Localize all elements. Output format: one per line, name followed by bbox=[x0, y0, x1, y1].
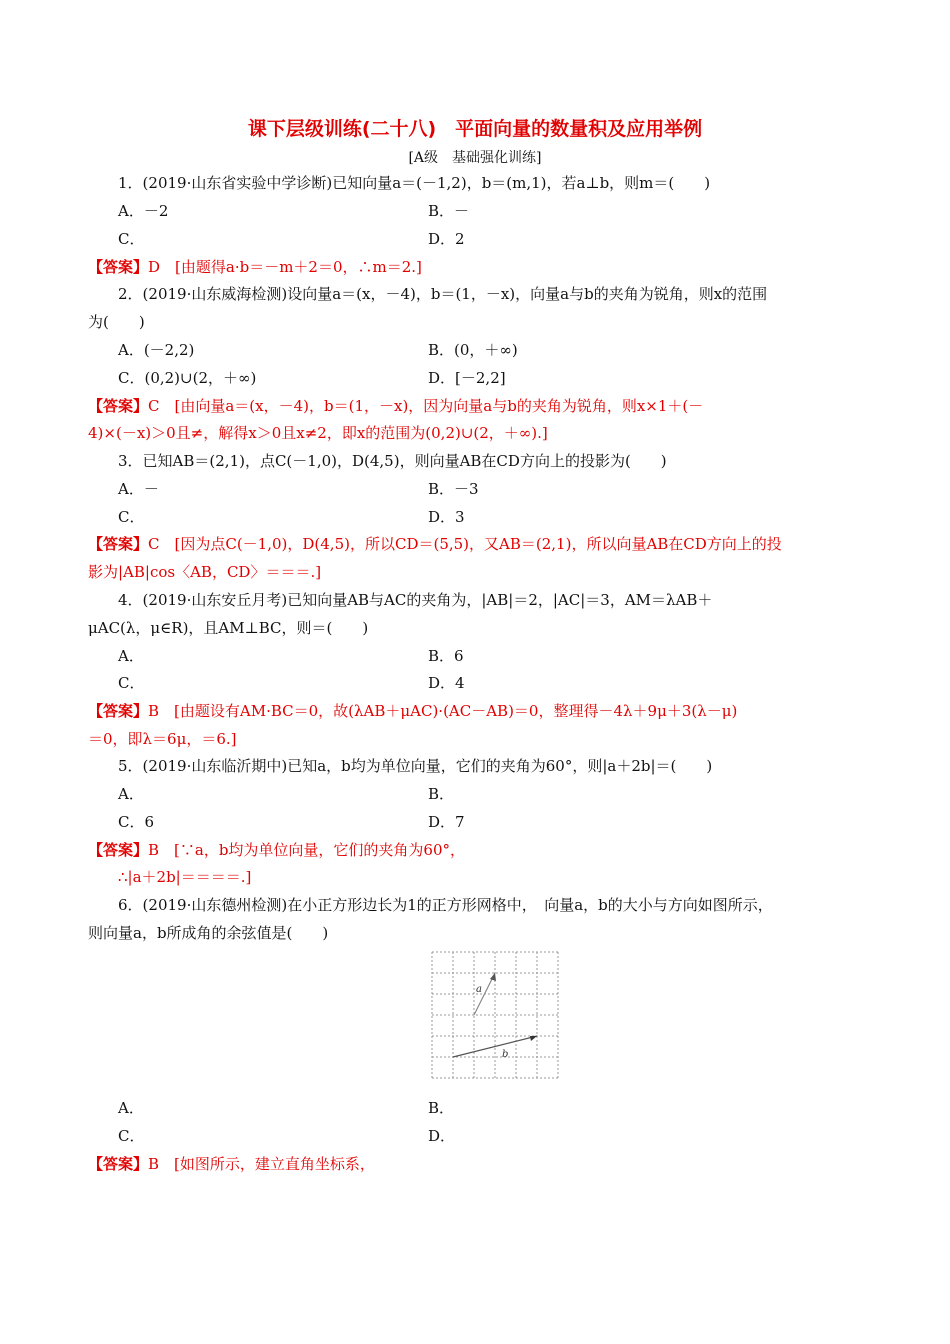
q2-option-d: D．[－2,2] bbox=[428, 369, 506, 387]
q4-option-c: C． bbox=[118, 674, 145, 692]
q2-answer: 【答案】C [由向量a＝(x，－4)，b＝(1，－x)，因为向量a与b的夹角为锐角，则x×1＋(－ bbox=[88, 397, 704, 415]
q2-option-a: A．(－2,2) bbox=[118, 341, 195, 359]
q1-option-d: D．2 bbox=[428, 230, 465, 248]
q3-option-c: C． bbox=[118, 508, 145, 526]
q5-option-a: A． bbox=[118, 785, 144, 803]
q1-option-a: A．－2 bbox=[118, 202, 169, 220]
q5-option-c: C．6 bbox=[118, 813, 155, 831]
answer-label: 【答案】 bbox=[88, 841, 149, 859]
q6-stem: 6．(2019·山东德州检测)在小正方形边长为1的正方形网格中， 向量a，b的大小与方向如图所示， bbox=[118, 896, 773, 914]
q5-answer: 【答案】B [∵a，b均为单位向量，它们的夹角为60°， bbox=[88, 841, 466, 859]
section-subtitle: [A级 基础强化训练] bbox=[408, 150, 542, 166]
q3-option-a: A．－ bbox=[118, 480, 159, 498]
q2-option-b: B．(0，＋∞) bbox=[428, 341, 518, 359]
q4-answer: 【答案】B [由题设有AM·BC＝0，故(λAB＋μAC)·(AC－AB)＝0，整理得－4λ＋9μ＋3(λ－μ) bbox=[88, 702, 738, 720]
q1-stem: 1．(2019·山东省实验中学诊断)已知向量a＝(－1,2)，b＝(m,1)，若a⊥b，则m＝( ) bbox=[118, 174, 711, 192]
answer-label: 【答案】 bbox=[88, 258, 149, 276]
answer-label: 【答案】 bbox=[88, 535, 149, 553]
q5-stem: 5．(2019·山东临沂期中)已知a，b均为单位向量，它们的夹角为60°，则|a＋2b|＝( ) bbox=[118, 757, 713, 775]
q6-option-d: D． bbox=[428, 1127, 456, 1145]
label-b: b bbox=[502, 1049, 509, 1060]
q6-option-a: A． bbox=[118, 1099, 144, 1117]
q1-answer: 【答案】D [由题得a·b＝－m＋2＝0，∴m＝2.] bbox=[88, 258, 422, 276]
q5-option-d: D．7 bbox=[428, 813, 465, 831]
q6-option-c: C． bbox=[118, 1127, 145, 1145]
answer-label: 【答案】 bbox=[88, 397, 149, 415]
q1-option-b: B．－ bbox=[428, 202, 470, 220]
q6-stem-cont: 则向量a，b所成角的余弦值是( ) bbox=[88, 924, 329, 942]
q5-answer-cont: ∴|a＋2b|＝＝＝＝.] bbox=[118, 868, 252, 886]
q2-stem-cont: 为( ) bbox=[88, 313, 145, 331]
q4-stem: 4．(2019·山东安丘月考)已知向量AB与AC的夹角为，|AB|＝2，|AC|＝3，AM＝λAB＋ bbox=[118, 591, 713, 609]
q2-option-c: C．(0,2)∪(2，＋∞) bbox=[118, 369, 257, 387]
q3-answer-cont: 影为|AB|cos〈AB，CD〉＝＝＝.] bbox=[88, 563, 322, 581]
q4-option-b: B．6 bbox=[428, 647, 464, 665]
q2-stem: 2．(2019·山东威海检测)设向量a＝(x，－4)，b＝(1，－x)，向量a与b的夹角为锐角，则x的范围 bbox=[118, 285, 768, 303]
q4-stem-cont: μAC(λ，μ∈R)，且AM⊥BC，则＝( ) bbox=[88, 619, 369, 637]
answer-label: 【答案】 bbox=[88, 1155, 149, 1173]
q3-option-d: D．3 bbox=[428, 508, 465, 526]
page-title: 课下层级训练(二十八) 平面向量的数量积及应用举例 bbox=[247, 118, 703, 140]
q3-stem: 3．已知AB＝(2,1)，点C(－1,0)，D(4,5)，则向量AB在CD方向上的投影为( ) bbox=[118, 452, 667, 470]
q5-option-b: B． bbox=[428, 785, 455, 803]
q3-answer: 【答案】C [因为点C(－1,0)，D(4,5)，所以CD＝(5,5)，又AB＝(2,1)，所以向量AB在CD方向上的投 bbox=[88, 535, 782, 553]
q4-option-a: A． bbox=[118, 647, 144, 665]
q6-option-b: B． bbox=[428, 1099, 455, 1117]
q4-option-d: D．4 bbox=[428, 674, 465, 692]
q1-option-c: C． bbox=[118, 230, 145, 248]
q6-answer: 【答案】B [如图所示，建立直角坐标系， bbox=[88, 1155, 375, 1173]
q2-answer-cont: 4)×(－x)＞0且≠，解得x＞0且x≠2，即x的范围为(0,2)∪(2，＋∞).] bbox=[88, 424, 548, 442]
label-a: a bbox=[476, 984, 482, 995]
answer-label: 【答案】 bbox=[88, 702, 149, 720]
vector-grid-figure bbox=[430, 950, 560, 1080]
q4-answer-cont: ＝0，即λ＝6μ，＝6.] bbox=[88, 730, 237, 748]
q3-option-b: B．－3 bbox=[428, 480, 479, 498]
